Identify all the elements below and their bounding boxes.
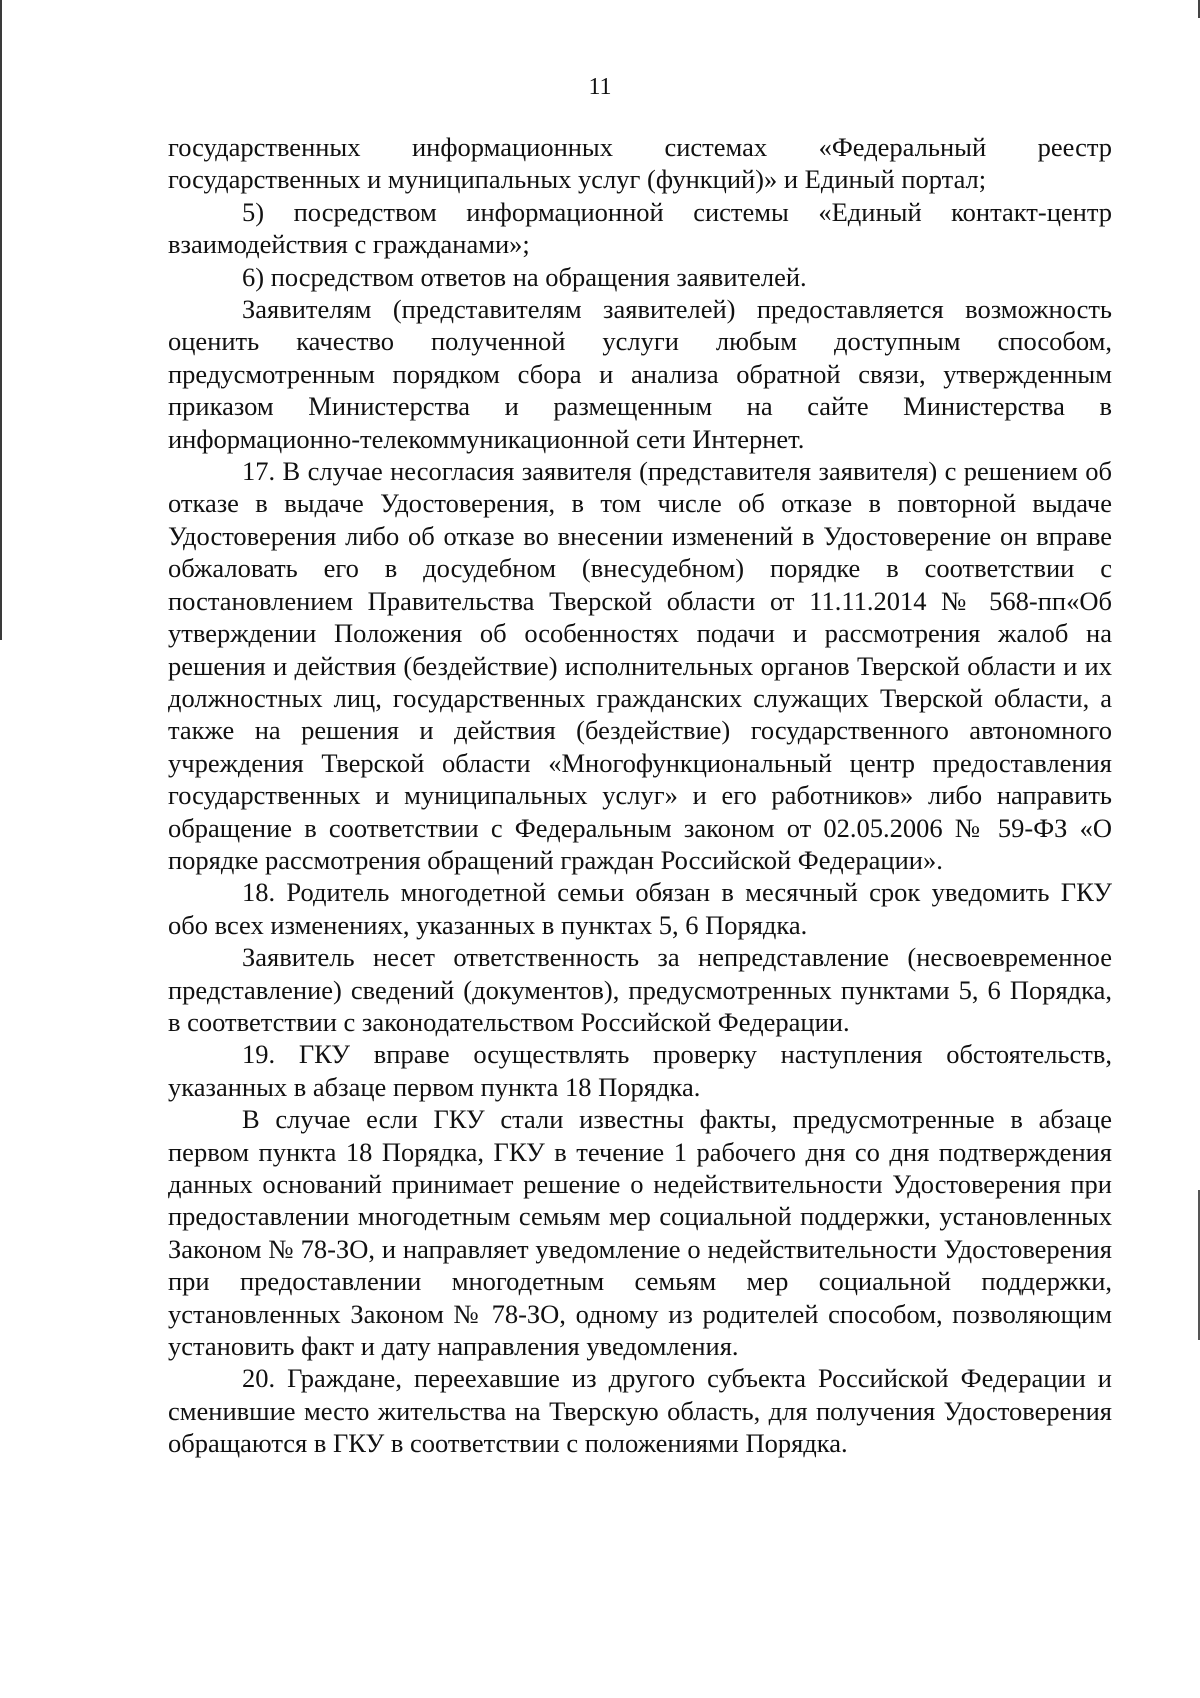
paragraph-quality-assessment: Заявителям (представителям заявителей) предоставляется возможность оценить качество полученной услуги любым доступным способом, предусмотренным порядком сбора и анализа обратной связи, утвержденным приказом Министерства и размещенным на сайте Министерства в информационно-телекоммуникационной сети Интернет. <box>168 294 1112 454</box>
paragraph-item-6: 6) посредством ответов на обращения заявителей. <box>242 261 807 292</box>
paragraph-item-5: 5) посредством информационной системы «Единый контакт-центр взаимодействия с гражданами»; <box>168 196 1112 260</box>
paragraph-continuation: государственных информационных системах «Федеральный реестр государственных и муниципальных услуг (функций)» и Единый портал; <box>168 132 1112 195</box>
paragraph-19: 19. ГКУ вправе осуществлять проверку наступления обстоятельств, указанных в абзаце первом пункта 18 Порядка. <box>168 1039 1112 1102</box>
paragraph-17: 17. В случае несогласия заявителя (представителя заявителя) с решением об отказе в выдаче Удостоверения, в том числе об отказе в повторной выдаче Удостоверения либо об отказе во внесении изменений в Удостоверение он вправе обжаловать его в досудебном (внесудебном) порядке в соответствии с постановлением Правительства Тверской области от 11.11.2014 № 568-пп«Об утверждении Положения об особенностях подачи и рассмотрения жалоб на решения и действия (бездействие) исполнительных органов Тверской области и их должностных лиц, государственных гражданских служащих Тверской области, а также на решения и действия (бездействие) государственного автономного учреждения Тверской области «Многофункциональный центр предоставления государственных и муниципальных услуг» и его работников» либо направить обращение в соответствии с Федеральным законом от 02.05.2006 № 59-ФЗ «О порядке рассмотрения обращений граждан Российской Федерации». <box>168 456 1112 875</box>
document-body <box>168 131 1112 1460</box>
paragraph-20: 20. Граждане, переехавшие из другого субъекта Российской Федерации и сменившие место жительства на Тверскую область, для получения Удостоверения обращаются в ГКУ в соответствии с положениями Порядка. <box>168 1363 1112 1459</box>
paragraph-applicant-responsibility: Заявитель несет ответственность за непредставление (несвоевременное представление) сведений (документов), предусмотренных пунктами 5, 6 Порядка, в соответствии с законодательством Российской Федерации. <box>168 942 1112 1037</box>
paragraph-invalidity-decision: В случае если ГКУ стали известны факты, предусмотренные в абзаце первом пункта 18 Порядка, ГКУ в течение 1 рабочего дня со дня подтверждения данных оснований принимает решение о недействительности Удостоверения при предоставлении многодетным семьям мер социальной поддержки, установленных Законом № 78-ЗО, и направляет уведомление о недействительности Удостоверения при предоставлении многодетным семьям мер социальной поддержки, установленных Законом № 78-ЗО, одному из родителей способом, позволяющим установить факт и дату направления уведомления. <box>168 1104 1112 1362</box>
paragraph-18: 18. Родитель многодетной семьи обязан в месячный срок уведомить ГКУ обо всех изменениях, указанных в пунктах 5, 6 Порядка. <box>168 877 1112 940</box>
page-number: 11 <box>588 74 612 100</box>
